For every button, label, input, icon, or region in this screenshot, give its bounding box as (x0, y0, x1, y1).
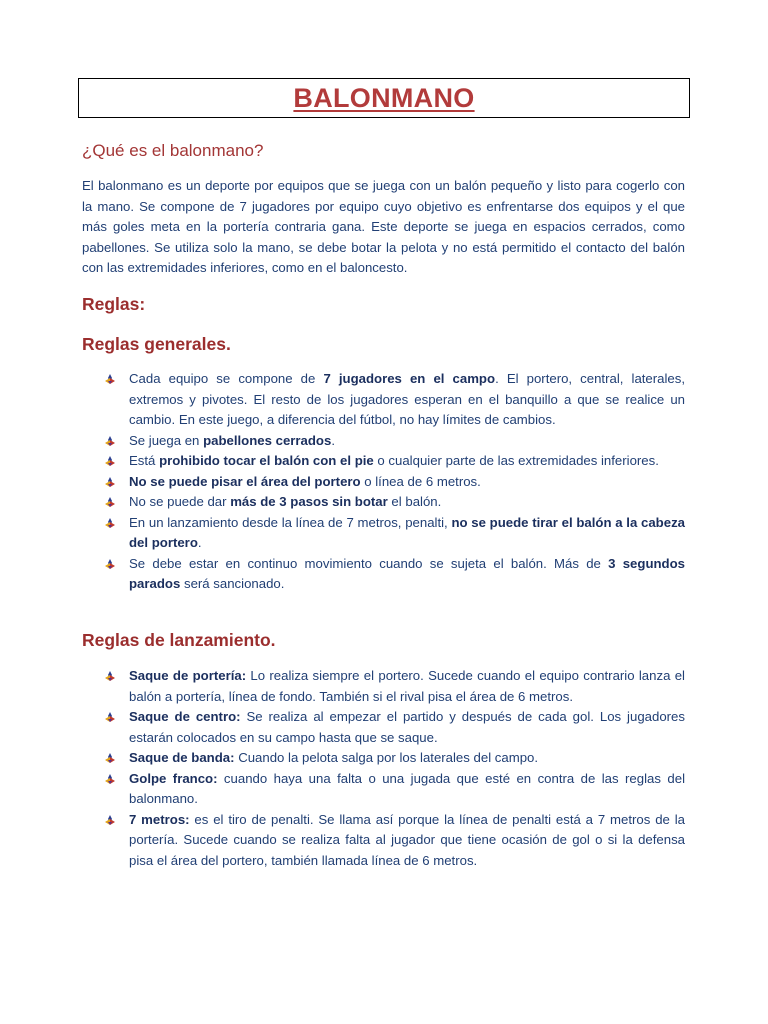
item-bold-text: prohibido tocar el balón con el pie (159, 453, 374, 468)
item-text: cuando haya una falta o una jugada que esté en contra de las reglas del balonmano. (129, 770, 685, 806)
item-bold-text: no se puede tirar el balón a la cabeza del portero (129, 514, 685, 550)
item-bold-text: 7 jugadores en el campo (323, 371, 496, 386)
item-bold-text: Golpe franco: (129, 770, 218, 786)
list-item (102, 810, 685, 872)
list-item (102, 513, 685, 554)
arrow-bullet-icon (104, 814, 116, 826)
intro-heading: ¿Qué es el balonmano? (82, 141, 264, 160)
arrow-bullet-icon (104, 476, 116, 488)
arrow-bullet-icon (104, 711, 116, 723)
arrow-bullet-icon (104, 496, 116, 508)
throw-rules-heading: Reglas de lanzamiento. (82, 630, 276, 650)
list-item (102, 769, 685, 810)
item-bold-text: más de 3 pasos sin botar (230, 494, 388, 509)
arrow-bullet-icon (104, 752, 116, 764)
item-text: el balón. (387, 494, 442, 509)
arrow-bullet-icon (104, 773, 116, 785)
throw-rules-list (102, 666, 685, 871)
arrow-bullet-icon (104, 455, 116, 467)
arrow-bullet-icon (104, 558, 116, 570)
list-item (102, 492, 685, 513)
item-bold-text: pabellones cerrados (203, 432, 332, 448)
item-text: . El portero, central, laterales, extremos y pivotes. El resto de los jugadores esperan en el banquillo a que se realice un cambio. En este juego, a diferencia del fútbol, no hay límites de cambios. (129, 371, 686, 427)
item-text: En un lanzamiento desde la línea de 7 metros, penalti, (129, 514, 452, 530)
item-text: Cuando la pelota salga por los laterales del campo. (234, 750, 539, 765)
item-text: No se puede dar (129, 494, 231, 509)
item-text: Está (129, 453, 160, 468)
item-text: o cualquier parte de las extremidades inferiores. (373, 453, 659, 468)
item-text: . (331, 432, 335, 448)
item-text: Se juega en (129, 432, 204, 448)
list-item (102, 666, 685, 707)
item-text: o línea de 6 metros. (360, 473, 481, 489)
item-bold-text: Saque de banda: (129, 750, 235, 765)
item-text: es el tiro de penalti. Se llama así porque la línea de penalti está a 7 metros de la portería. Sucede cuando se realiza falta al jugador que tiene ocasión de gol o si la defensa pisa el área del portero, también llamada línea de 6 metros. (129, 811, 685, 868)
intro-paragraph: El balonmano es un deporte por equipos que se juega con un balón pequeño y listo para cogerlo con la mano. Se compone de 7 jugadores por equipo cuyo objetivo es enfrentarse dos equipos y el que más goles meta en la portería contraria gana. Este deporte se juega en espacios cerrados, como pabellones. Se utiliza solo la mano, se debe botar la pelota y no está permitido el contacto del balón con las extremidades inferiores, como en el baloncesto. (82, 178, 685, 276)
general-rules-list (102, 369, 685, 595)
list-item (102, 451, 685, 472)
list-item (102, 748, 685, 769)
list-item (102, 369, 685, 431)
arrow-bullet-icon (104, 517, 116, 529)
arrow-bullet-icon (104, 373, 116, 385)
item-text: Lo realiza siempre el portero. Sucede cuando el equipo contrario lanza el balón a portería, línea de fondo. También si el rival pisa el área de 6 metros. (129, 668, 685, 704)
arrow-bullet-icon (104, 435, 116, 447)
item-bold-text: No se puede pisar el área del portero (129, 473, 361, 489)
general-rules-heading: Reglas generales. (82, 334, 231, 354)
list-item (102, 707, 685, 748)
rules-heading: Reglas: (82, 294, 146, 314)
arrow-bullet-icon (104, 670, 116, 682)
item-bold-text: 3 segundos parados (129, 555, 686, 591)
item-text: Se debe estar en continuo movimiento cuando se sujeta el balón. Más de (129, 555, 609, 571)
list-item (102, 554, 685, 595)
item-text: será sancionado. (180, 576, 285, 591)
item-text: Cada equipo se compone de (129, 371, 324, 386)
item-text: Se realiza al empezar el partido y después de cada gol. Los jugadores estarán colocados en su campo hasta que se saque. (129, 709, 685, 745)
list-item (102, 472, 685, 493)
title-box (78, 78, 690, 118)
item-text: . (197, 535, 202, 550)
item-bold-text: Saque de portería: (129, 668, 247, 683)
item-bold-text: Saque de centro: (129, 709, 241, 724)
item-bold-text: 7 metros: (129, 811, 190, 827)
document-title: BALONMANO (293, 82, 475, 113)
list-item (102, 431, 685, 452)
